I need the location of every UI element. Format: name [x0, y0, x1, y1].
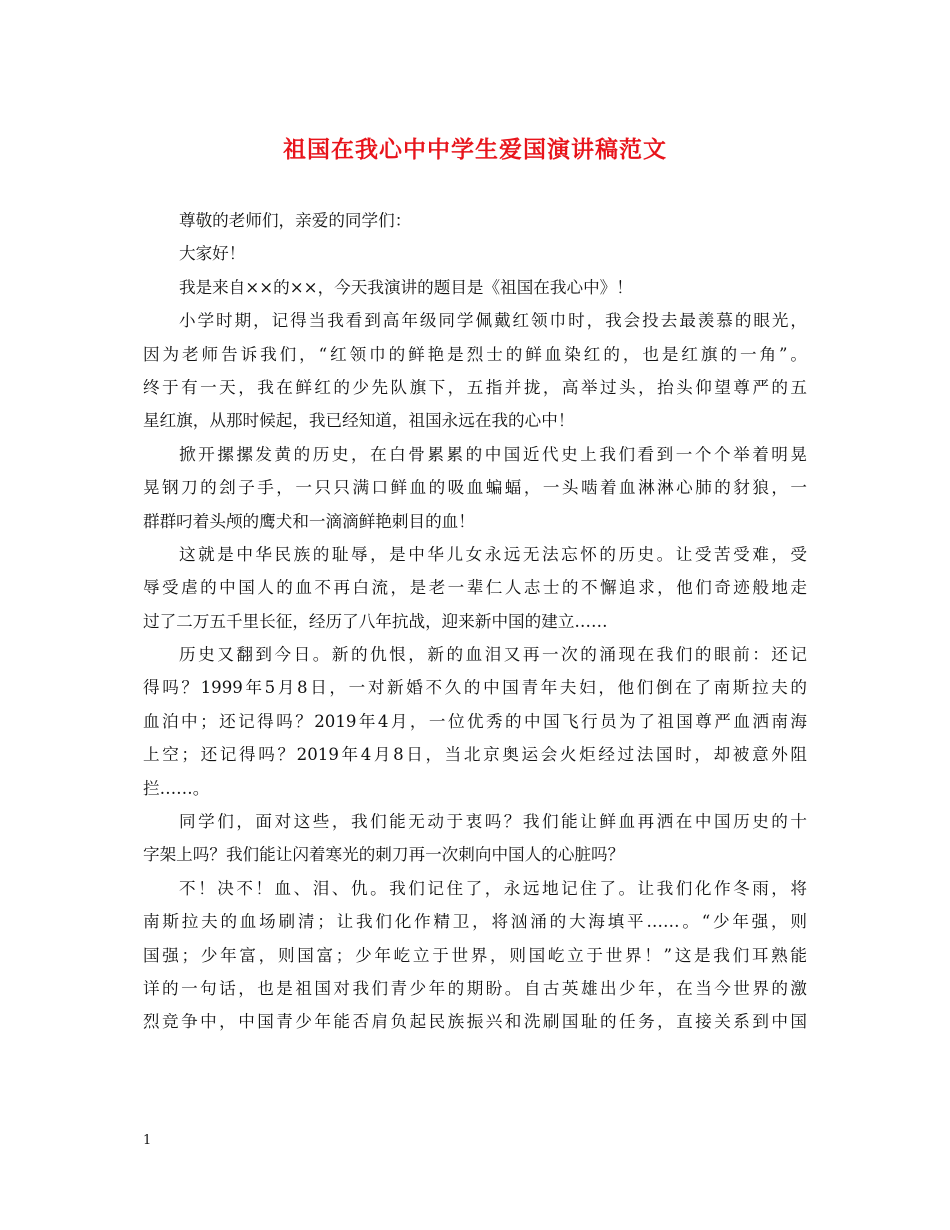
text-line: 小学时期，记得当我看到高年级同学佩戴红领巾时，我会投去最羡慕的眼光， — [179, 311, 807, 331]
text-line: 血泊中；还记得吗？2019年4月，一位优秀的中国飞行员为了祖国尊严血洒南海 — [143, 711, 807, 731]
text-line: 南斯拉夫的血场刷清；让我们化作精卫，将汹涌的大海填平……。“少年强，则 — [143, 912, 807, 932]
text-line: 得吗？1999年5月8日，一对新婚不久的中国青年夫妇，他们倒在了南斯拉夫的 — [143, 678, 807, 698]
text-line: 掀开摞摞发黄的历史，在白骨累累的中国近代史上我们看到一个个举着明晃 — [179, 444, 807, 464]
text-line: 因为老师告诉我们，“红领巾的鲜艳是烈士的鲜血染红的，也是红旗的一角”。 — [143, 344, 807, 364]
text-line: 详的一句话，也是祖国对我们青少年的期盼。自古英雄出少年，在当今世界的激 — [143, 978, 807, 998]
text-line: 晃钢刀的刽子手，一只只满口鲜血的吸血蝙蝠，一头啮着血淋淋心肺的豺狼，一 — [143, 478, 807, 498]
text-line: 我是来自××的××，今天我演讲的题目是《祖国在我心中》！ — [179, 277, 633, 297]
text-line: 不！决不！血、泪、仇。我们记住了，永远地记住了。让我们化作冬雨，将 — [179, 878, 807, 898]
text-line: 历史又翻到今日。新的仇恨，新的血泪又再一次的涌现在我们的眼前：还记 — [179, 645, 807, 665]
text-line: 上空；还记得吗？2019年4月8日，当北京奥运会火炬经过法国时，却被意外阻 — [143, 745, 807, 765]
text-line: 同学们，面对这些，我们能无动于衷吗？我们能让鲜血再洒在中国历史的十 — [179, 812, 807, 832]
text-line: 这就是中华民族的耻辱，是中华儿女永远无法忘怀的历史。让受苦受难，受 — [179, 544, 807, 564]
text-line: 星红旗，从那时候起，我已经知道，祖国永远在我的心中！ — [143, 411, 575, 431]
text-line: 拦……。 — [143, 778, 210, 798]
text-line: 字架上吗？我们能让闪着寒光的刺刀再一次刺向中国人的心脏吗？ — [143, 845, 625, 865]
text-line: 烈竞争中，中国青少年能否肩负起民族振兴和洗刷国耻的任务，直接关系到中国 — [143, 1012, 807, 1032]
document-title: 祖国在我心中中学生爱国演讲稿范文 — [283, 136, 667, 163]
document-body — [143, 204, 807, 1039]
text-line: 国强；少年富，则国富；少年屹立于世界，则国屹立于世界！”这是我们耳熟能 — [143, 945, 807, 965]
text-line: 群群叼着头颅的鹰犬和一滴滴鲜艳刺目的血！ — [143, 511, 475, 531]
text-line: 尊敬的老师们，亲爱的同学们： — [179, 211, 412, 230]
text-line: 大家好！ — [179, 244, 246, 264]
text-line: 辱受虐的中国人的血不再白流，是老一辈仁人志士的不懈追求，他们奇迹般地走 — [143, 578, 807, 598]
text-line: 终于有一天，我在鲜红的少先队旗下，五指并拢，高举过头，抬头仰望尊严的五 — [143, 377, 807, 397]
text-line: 过了二万五千里长征，经历了八年抗战，迎来新中国的建立…… — [143, 611, 608, 631]
page-number: 1 — [143, 1133, 152, 1148]
